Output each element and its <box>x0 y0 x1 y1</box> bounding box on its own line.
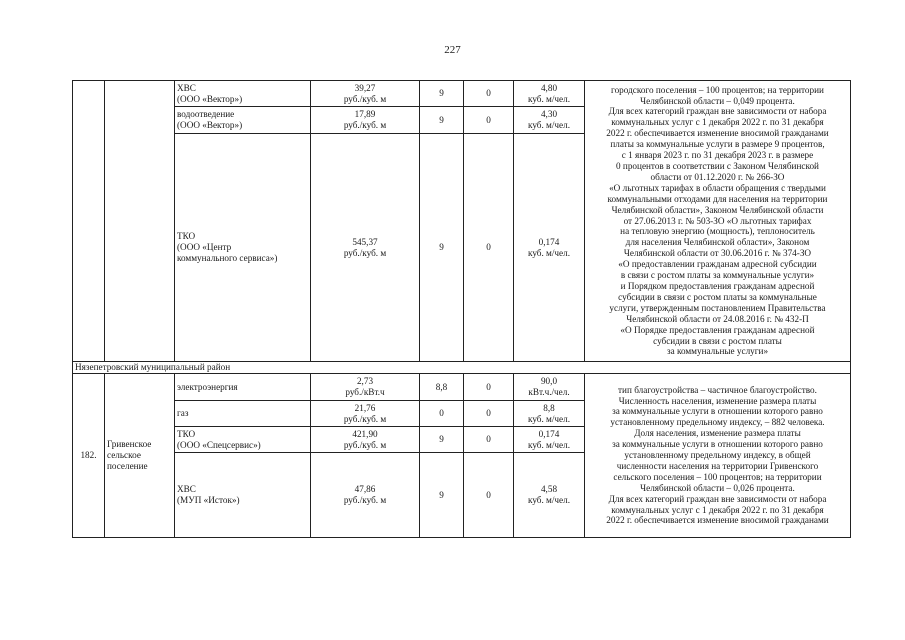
tariff-table <box>72 80 851 538</box>
note-line: и Порядком предоставления гражданам адресной <box>620 280 815 291</box>
index-cell: 0 <box>464 107 514 134</box>
volume-cell <box>514 81 585 107</box>
volume-unit: кВт.ч./чел. <box>528 387 570 397</box>
service-provider: (ООО «Центр <box>177 242 232 253</box>
service-provider: (ООО «Вектор») <box>177 120 243 130</box>
note-line: Челябинской области – 0,049 процента. <box>640 95 795 106</box>
service-name: электроэнергия <box>177 381 238 392</box>
tariff-cell <box>311 453 420 538</box>
note-line: 2022 г. обеспечивается изменение вносимой гражданами <box>606 515 829 526</box>
row-number-cell <box>73 81 105 362</box>
note-line: Челябинской области от 30.06.2016 г. № 374-ЗО <box>623 248 812 259</box>
note-cell <box>585 81 851 362</box>
note-line: субсидии в связи с ростом платы за коммунальные <box>618 291 817 302</box>
tariff-unit: руб./куб. м <box>343 439 387 450</box>
note-line: Для всех категорий граждан вне зависимости от набора <box>608 106 827 117</box>
volume-cell <box>514 401 585 427</box>
service-name: водоотведение <box>177 109 235 120</box>
note-line: услуги, утвержденным постановлением Правительства <box>609 302 826 313</box>
note-line: «О льготных тарифах в области обращения с твердыми <box>609 182 826 193</box>
service-name: ТКО <box>177 428 196 439</box>
volume-value: 4,80 <box>540 82 558 93</box>
table-row <box>73 362 851 374</box>
note-line: с 1 января 2023 г. по 31 декабря 2023 г. в размере <box>621 150 814 161</box>
tariff-value: 47,86 <box>354 484 376 495</box>
settlement-name: поселение <box>107 460 148 471</box>
note-line: коммунальных услуг с 1 декабря 2022 г. по 31 декабря <box>611 504 824 515</box>
volume-value: 4,30 <box>540 109 558 120</box>
note-line: тип благоустройства – частичное благоустройство. <box>618 384 817 395</box>
index-cell: 0 <box>464 427 514 453</box>
service-name: ТКО <box>177 231 196 242</box>
table-row <box>73 81 851 107</box>
note-line: Челябинской области – 0,026 процента. <box>640 482 795 493</box>
service-cell <box>175 427 311 453</box>
service-cell <box>175 374 311 401</box>
note-cell <box>585 374 851 538</box>
note-line: за коммунальные услуги в отношении которого равно <box>612 406 823 417</box>
note-line: сельского поселения – 100 процентов; на территории <box>613 471 822 482</box>
service-cell <box>175 453 311 538</box>
note-line: от 27.06.2013 г. № 503-ЗО «О льготных тарифах <box>623 215 812 226</box>
note-line: 0 процентов в соответствии с Законом Челябинской <box>616 161 819 172</box>
service-provider: (МУП «Исток») <box>177 495 240 505</box>
tariff-value: 545,37 <box>352 236 378 247</box>
volume-value: 90,0 <box>540 376 558 387</box>
volume-unit: куб. м/чел. <box>527 413 571 424</box>
note-line: коммунальных услуг с 1 декабря 2022 г. по 31 декабря <box>611 117 824 128</box>
note-line: субсидии в связи с ростом платы <box>653 335 782 346</box>
tariff-cell <box>311 134 420 362</box>
volume-unit: куб. м/чел. <box>527 495 571 505</box>
volume-unit: куб. м/чел. <box>527 439 571 450</box>
index-cell: 9 <box>420 134 464 362</box>
settlement-cell <box>105 81 175 362</box>
tariff-cell <box>311 427 420 453</box>
note-line: Челябинской области от 24.08.2016 г. № 432-П <box>626 313 809 324</box>
service-name: ХВС <box>177 82 196 93</box>
index-cell: 0 <box>464 453 514 538</box>
volume-cell <box>514 134 585 362</box>
tariff-value: 39,27 <box>354 82 376 93</box>
note-line: за коммунальные услуги в отношении которого равно <box>612 439 823 450</box>
volume-value: 8,8 <box>543 402 555 413</box>
service-name: газ <box>177 408 189 419</box>
index-cell: 0 <box>464 401 514 427</box>
volume-value: 0,174 <box>538 428 560 439</box>
tariff-value: 2,73 <box>356 376 374 387</box>
volume-value: 0,174 <box>538 236 560 247</box>
volume-value: 4,58 <box>540 484 558 495</box>
index-cell: 0 <box>420 401 464 427</box>
note-line: для населения Челябинской области», Законом <box>625 237 810 248</box>
note-line: 2022 г. обеспечивается изменение вносимой гражданами <box>606 128 829 139</box>
tariff-value: 17,89 <box>354 109 376 120</box>
settlement-cell <box>105 374 175 538</box>
volume-cell <box>514 453 585 538</box>
region-header: Нязепетровский муниципальный район <box>73 362 851 374</box>
index-cell: 0 <box>464 81 514 107</box>
index-cell: 9 <box>420 427 464 453</box>
note-line: Доля населения, изменение размера платы <box>634 428 801 439</box>
tariff-unit: руб./куб. м <box>343 413 387 424</box>
service-provider: (ООО «Вектор») <box>177 93 243 104</box>
tariff-unit: руб./кВт.ч <box>345 387 385 397</box>
index-cell: 9 <box>420 81 464 107</box>
index-cell: 0 <box>464 374 514 401</box>
note-line: коммунальными отходами для населения на территории <box>607 193 828 204</box>
service-cell <box>175 401 311 427</box>
volume-unit: куб. м/чел. <box>527 93 571 104</box>
tariff-value: 21,76 <box>354 402 376 413</box>
tariff-cell <box>311 81 420 107</box>
index-cell: 8,8 <box>420 374 464 401</box>
service-name: ХВС <box>177 484 196 495</box>
note-line: за коммунальные услуги» <box>666 346 769 357</box>
tariff-value: 421,90 <box>352 428 378 439</box>
index-cell: 9 <box>420 453 464 538</box>
note-line: «О Порядке предоставления гражданам адресной <box>620 324 815 335</box>
tariff-unit: руб./куб. м <box>343 93 387 104</box>
volume-unit: куб. м/чел. <box>527 120 571 130</box>
note-line: платы за коммунальные услуги в размере 9 процентов, <box>610 139 825 150</box>
note-line: «О предоставлении гражданам адресной субсидии <box>618 259 817 270</box>
service-provider: коммунального сервиса») <box>177 252 278 263</box>
service-cell <box>175 107 311 134</box>
note-line: Челябинской области», Законом Челябинской области <box>611 204 824 215</box>
tariff-cell <box>311 107 420 134</box>
settlement-name: Гривенское <box>107 439 152 450</box>
volume-cell <box>514 374 585 401</box>
tariff-unit: руб./куб. м <box>343 247 387 258</box>
index-cell: 9 <box>420 107 464 134</box>
note-line: Численность населения, изменение размера платы <box>618 395 817 406</box>
note-line: численности населения на территории Гривенского <box>616 460 819 471</box>
table-row <box>73 374 851 401</box>
settlement-name: сельское <box>107 450 141 461</box>
note-line: установленному предельному индексу, – 882 человека. <box>610 417 825 428</box>
note-line: на тепловую энергию (мощность), теплоноситель <box>620 226 815 237</box>
service-cell <box>175 134 311 362</box>
note-line: установленному предельному индексу, в общей <box>624 450 811 461</box>
note-line: области от 01.12.2020 г. № 266-ЗО <box>650 171 785 182</box>
volume-cell <box>514 427 585 453</box>
tariff-unit: руб./куб. м <box>343 120 387 130</box>
note-line: Для всех категорий граждан вне зависимости от набора <box>608 493 827 504</box>
volume-unit: куб. м/чел. <box>527 247 571 258</box>
page-number: 227 <box>444 44 461 56</box>
row-number-cell: 182. <box>73 374 105 538</box>
volume-cell <box>514 107 585 134</box>
note-line: городского поселения – 100 процентов; на территории <box>611 84 824 95</box>
tariff-cell <box>311 401 420 427</box>
tariff-unit: руб./куб. м <box>343 495 387 505</box>
index-cell: 0 <box>464 134 514 362</box>
note-line: в связи с ростом платы за коммунальные услуги» <box>620 270 815 281</box>
tariff-cell <box>311 374 420 401</box>
service-provider: (ООО «Спецсервис») <box>177 439 261 450</box>
service-cell <box>175 81 311 107</box>
